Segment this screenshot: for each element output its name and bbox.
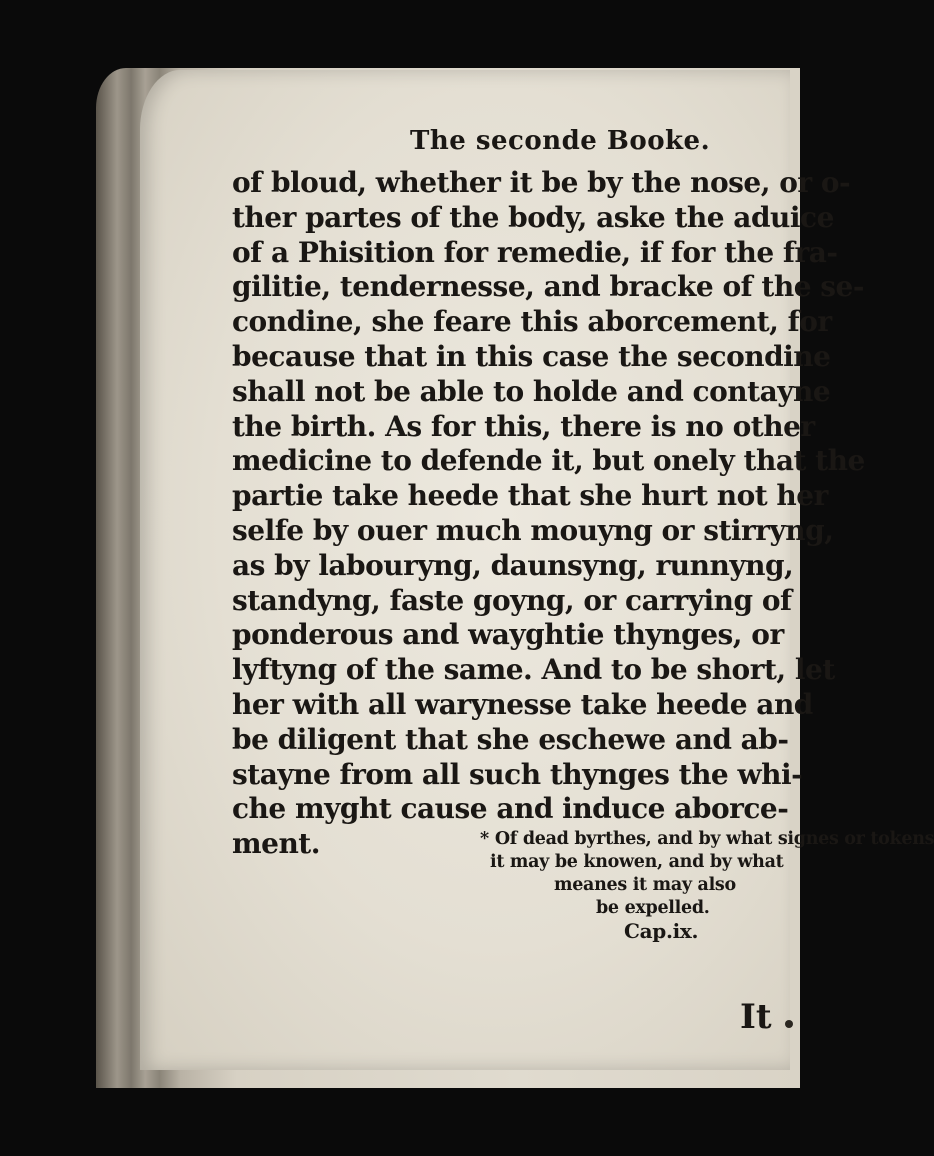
note-marker: * (480, 829, 489, 849)
note-line: * Of dead byrthes, and by what signes or tokens (480, 829, 934, 849)
note-line: meanes it may also (554, 875, 736, 895)
chapter-number: Cap.ix. (624, 919, 699, 943)
text-line: the birth. As for this, there is no other (232, 409, 815, 443)
chapter-heading-note (480, 828, 934, 943)
text-line: because that in this case the secondine (232, 339, 831, 373)
text-line: be diligent that she eschewe and ab- (232, 722, 789, 756)
text-line: ment. (232, 827, 320, 861)
text-line: ponderous and wayghtie thynges, or (232, 618, 784, 652)
body-text (232, 166, 934, 862)
text-line: gilitie, tendernesse, and bracke of the se- (232, 270, 864, 304)
text-line: her with all warynesse take heede and (232, 687, 813, 721)
running-header: The seconde Booke. (410, 126, 711, 156)
text-line: standyng, faste goyng, or carrying of (232, 583, 792, 617)
text-line: lyftyng of the same. And to be short, let (232, 653, 835, 687)
note-line: it may be knowen, and by what (490, 852, 784, 872)
text-line: of bloud, whether it be by the nose, or o- (232, 166, 851, 199)
catchword: It (740, 997, 772, 1037)
text-line: shall not be able to holde and contayne (232, 374, 831, 408)
text-line: condine, she feare this aborcement, for (232, 305, 832, 339)
text-line: stayne from all such thynges the whi- (232, 757, 803, 791)
text-line: of a Phisition for remedie, if for the fra- (232, 235, 838, 269)
text-line: partie take heede that she hurt not her (232, 479, 828, 513)
note-line: be expelled. (596, 898, 710, 918)
text-line: ther partes of the body, aske the aduice (232, 200, 834, 234)
text-line: as by labouryng, daunsyng, runnyng, (232, 548, 794, 582)
text-line: selfe by ouer much mouyng or stirryng, (232, 513, 834, 547)
text-line: medicine to defende it, but onely that the (232, 444, 865, 478)
ink-speck (785, 1020, 793, 1028)
text-line: che myght cause and induce aborce- (232, 792, 789, 826)
